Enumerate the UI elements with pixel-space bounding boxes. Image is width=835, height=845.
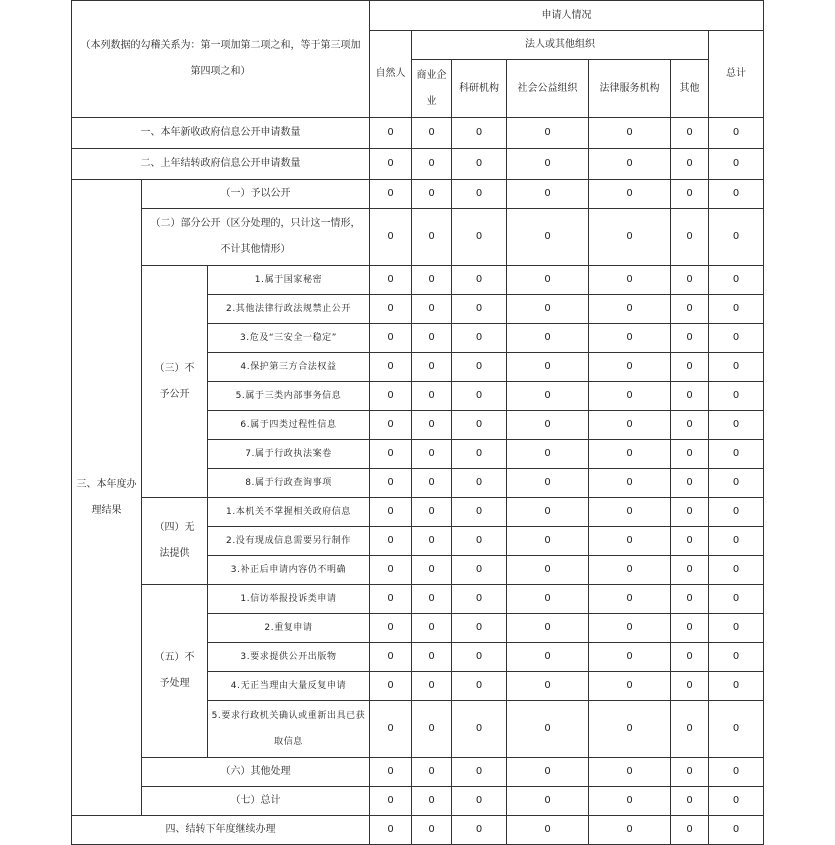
value-cell: 0 [589,353,671,382]
value-cell: 0 [589,149,671,180]
not-open-group-label: （三）不予公开 [142,266,208,498]
value-cell: 0 [589,816,671,845]
value-cell: 0 [370,266,412,295]
value-cell: 0 [452,469,507,498]
row-label: （二）部分公开（区分处理的，只计这一情形，不计其他情形） [142,209,370,266]
value-cell: 0 [589,180,671,209]
value-cell: 0 [709,411,764,440]
table-row [72,816,764,845]
value-cell: 0 [507,440,589,469]
row-label: 四、结转下年度继续办理 [72,816,370,845]
legal-service-header: 法律服务机构 [589,60,671,118]
value-cell: 0 [507,149,589,180]
value-cell: 0 [370,411,412,440]
total-header: 总计 [709,31,764,118]
value-cell: 0 [671,180,709,209]
value-cell: 0 [671,614,709,643]
value-cell: 0 [589,498,671,527]
value-cell: 0 [589,469,671,498]
value-cell: 0 [709,209,764,266]
value-cell: 0 [709,180,764,209]
value-cell: 0 [709,787,764,816]
row-label: 一、本年新收政府信息公开申请数量 [72,118,370,149]
value-cell: 0 [671,295,709,324]
value-cell: 0 [452,643,507,672]
value-cell: 0 [589,411,671,440]
value-cell: 0 [709,324,764,353]
value-cell: 0 [370,816,412,845]
value-cell: 0 [370,324,412,353]
row-label: （六）其他处理 [142,758,370,787]
value-cell: 0 [671,324,709,353]
public-welfare-header: 社会公益组织 [507,60,589,118]
value-cell: 0 [412,209,452,266]
value-cell: 0 [412,816,452,845]
value-cell: 0 [709,614,764,643]
row-label: 6.属于四类过程性信息 [208,411,370,440]
value-cell: 0 [452,498,507,527]
value-cell: 0 [589,758,671,787]
value-cell: 0 [709,556,764,585]
value-cell: 0 [507,118,589,149]
value-cell: 0 [671,585,709,614]
value-cell: 0 [589,382,671,411]
value-cell: 0 [452,411,507,440]
value-cell: 0 [507,180,589,209]
value-cell: 0 [671,440,709,469]
value-cell: 0 [671,118,709,149]
value-cell: 0 [671,787,709,816]
value-cell: 0 [412,527,452,556]
row-label: 5.要求行政机关确认或重新出具已获取信息 [208,701,370,758]
value-cell: 0 [671,469,709,498]
value-cell: 0 [370,118,412,149]
value-cell: 0 [709,382,764,411]
value-cell: 0 [370,295,412,324]
value-cell: 0 [507,614,589,643]
value-cell: 0 [412,585,452,614]
value-cell: 0 [452,118,507,149]
value-cell: 0 [709,469,764,498]
value-cell: 0 [507,295,589,324]
value-cell: 0 [452,149,507,180]
value-cell: 0 [452,295,507,324]
value-cell: 0 [589,643,671,672]
row-label: 4.保护第三方合法权益 [208,353,370,382]
value-cell: 0 [589,266,671,295]
applicant-header: 申请人情况 [370,1,764,31]
value-cell: 0 [370,382,412,411]
table-row [72,266,764,295]
value-cell: 0 [370,701,412,758]
value-cell: 0 [412,469,452,498]
row-label: 1.属于国家秘密 [208,266,370,295]
value-cell: 0 [452,324,507,353]
value-cell: 0 [671,672,709,701]
value-cell: 0 [589,787,671,816]
value-cell: 0 [452,672,507,701]
value-cell: 0 [589,556,671,585]
value-cell: 0 [507,382,589,411]
value-cell: 0 [412,643,452,672]
value-cell: 0 [370,758,412,787]
row-label: 8.属于行政查询事项 [208,469,370,498]
row-label: 3.补正后申请内容仍不明确 [208,556,370,585]
row-label: （七）总计 [142,787,370,816]
value-cell: 0 [589,295,671,324]
report-table-wrapper [71,0,764,845]
value-cell: 0 [412,787,452,816]
value-cell: 0 [671,816,709,845]
value-cell: 0 [412,353,452,382]
value-cell: 0 [709,672,764,701]
row-label: 1.信访举报投诉类申请 [208,585,370,614]
row-label: 4.无正当理由大量反复申请 [208,672,370,701]
value-cell: 0 [671,149,709,180]
value-cell: 0 [507,556,589,585]
value-cell: 0 [671,382,709,411]
value-cell: 0 [589,324,671,353]
row-label: 5.属于三类内部事务信息 [208,382,370,411]
table-row [72,498,764,527]
value-cell: 0 [412,672,452,701]
value-cell: 0 [412,149,452,180]
value-cell: 0 [370,180,412,209]
value-cell: 0 [507,324,589,353]
value-cell: 0 [507,787,589,816]
value-cell: 0 [589,614,671,643]
value-cell: 0 [709,440,764,469]
value-cell: 0 [452,440,507,469]
value-cell: 0 [507,353,589,382]
value-cell: 0 [412,701,452,758]
value-cell: 0 [709,585,764,614]
row-label: 3.要求提供公开出版物 [208,643,370,672]
value-cell: 0 [671,209,709,266]
value-cell: 0 [671,266,709,295]
value-cell: 0 [452,816,507,845]
row-label: 7.属于行政执法案卷 [208,440,370,469]
value-cell: 0 [709,295,764,324]
value-cell: 0 [412,266,452,295]
value-cell: 0 [370,556,412,585]
value-cell: 0 [452,585,507,614]
value-cell: 0 [589,209,671,266]
value-cell: 0 [412,758,452,787]
value-cell: 0 [507,209,589,266]
row-label: （一）予以公开 [142,180,370,209]
other-header: 其他 [671,60,709,118]
table-row [72,118,764,149]
value-cell: 0 [507,816,589,845]
value-cell: 0 [507,758,589,787]
commercial-header: 商业企业 [412,60,452,118]
value-cell: 0 [507,585,589,614]
value-cell: 0 [709,643,764,672]
value-cell: 0 [412,382,452,411]
value-cell: 0 [370,585,412,614]
value-cell: 0 [370,787,412,816]
natural-person-header: 自然人 [370,31,412,118]
value-cell: 0 [452,353,507,382]
value-cell: 0 [507,498,589,527]
government-info-request-table [71,0,764,845]
value-cell: 0 [507,672,589,701]
result-group-label: 三、本年度办理结果 [72,180,142,816]
value-cell: 0 [412,295,452,324]
value-cell: 0 [709,701,764,758]
value-cell: 0 [671,527,709,556]
value-cell: 0 [452,614,507,643]
value-cell: 0 [709,149,764,180]
value-cell: 0 [412,556,452,585]
value-cell: 0 [452,701,507,758]
value-cell: 0 [507,527,589,556]
value-cell: 0 [452,787,507,816]
value-cell: 0 [709,353,764,382]
value-cell: 0 [507,701,589,758]
value-cell: 0 [709,527,764,556]
table-note: （本列数据的勾稽关系为：第一项加第二项之和，等于第三项加第四项之和） [72,1,370,118]
value-cell: 0 [452,266,507,295]
table-row [72,758,764,787]
value-cell: 0 [709,816,764,845]
row-label: 二、上年结转政府信息公开申请数量 [72,149,370,180]
value-cell: 0 [589,672,671,701]
value-cell: 0 [412,411,452,440]
value-cell: 0 [507,469,589,498]
value-cell: 0 [507,643,589,672]
row-label: 2.其他法律行政法规禁止公开 [208,295,370,324]
value-cell: 0 [412,118,452,149]
row-label: 3.危及“三安全一稳定” [208,324,370,353]
row-label: 2.没有现成信息需要另行制作 [208,527,370,556]
row-label: 2.重复申请 [208,614,370,643]
value-cell: 0 [507,411,589,440]
value-cell: 0 [589,527,671,556]
table-row [72,787,764,816]
value-cell: 0 [412,614,452,643]
value-cell: 0 [412,498,452,527]
value-cell: 0 [709,118,764,149]
research-header: 科研机构 [452,60,507,118]
value-cell: 0 [589,701,671,758]
value-cell: 0 [709,758,764,787]
value-cell: 0 [452,556,507,585]
value-cell: 0 [671,758,709,787]
value-cell: 0 [412,324,452,353]
table-row [72,585,764,614]
value-cell: 0 [671,498,709,527]
value-cell: 0 [589,440,671,469]
value-cell: 0 [671,701,709,758]
value-cell: 0 [589,118,671,149]
table-row [72,149,764,180]
value-cell: 0 [671,643,709,672]
value-cell: 0 [452,527,507,556]
value-cell: 0 [671,411,709,440]
cannot-provide-group-label: （四）无法提供 [142,498,208,585]
value-cell: 0 [452,180,507,209]
value-cell: 0 [370,209,412,266]
value-cell: 0 [507,266,589,295]
value-cell: 0 [370,643,412,672]
value-cell: 0 [709,498,764,527]
value-cell: 0 [671,556,709,585]
value-cell: 0 [370,672,412,701]
value-cell: 0 [452,382,507,411]
value-cell: 0 [370,498,412,527]
value-cell: 0 [370,149,412,180]
value-cell: 0 [412,440,452,469]
value-cell: 0 [370,527,412,556]
value-cell: 0 [709,266,764,295]
value-cell: 0 [589,585,671,614]
value-cell: 0 [671,353,709,382]
legal-group-header: 法人或其他组织 [412,31,709,60]
not-process-group-label: （五）不予处理 [142,585,208,758]
row-label: 1.本机关不掌握相关政府信息 [208,498,370,527]
table-row [72,209,764,266]
value-cell: 0 [370,614,412,643]
value-cell: 0 [452,758,507,787]
value-cell: 0 [370,469,412,498]
value-cell: 0 [370,440,412,469]
value-cell: 0 [370,353,412,382]
table-row [72,180,764,209]
value-cell: 0 [412,180,452,209]
value-cell: 0 [452,209,507,266]
